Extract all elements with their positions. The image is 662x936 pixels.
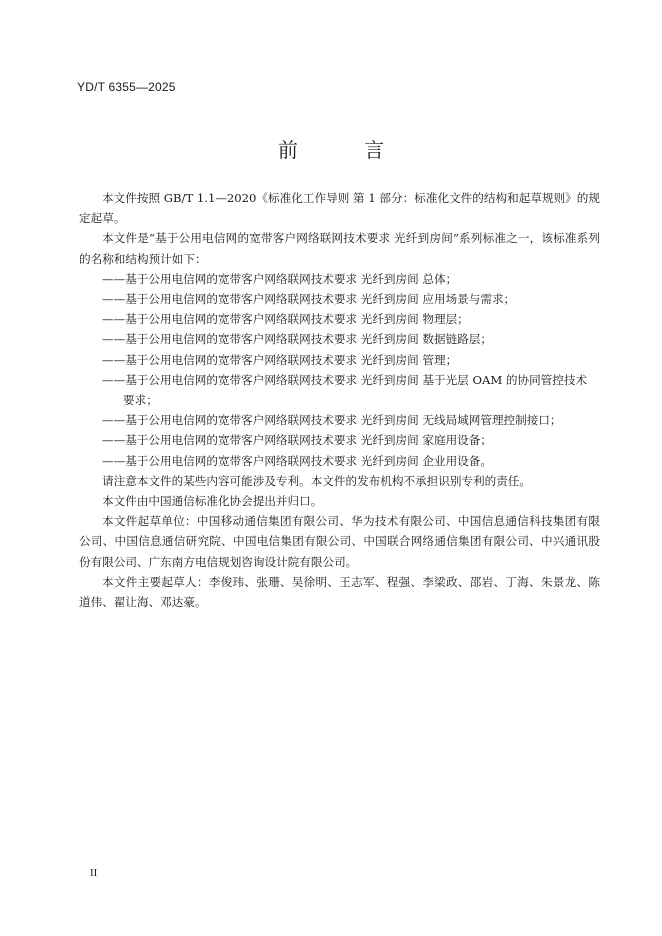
paragraph-series-intro: 本文件是“基于公用电信网的宽带客户网络联网技术要求 光纤到房间”系列标准之一，该标准系列的名称和结构预计如下：: [79, 231, 600, 266]
paragraph-proposer: 本文件由中国通信标准化协会提出并归口。: [102, 494, 323, 509]
paragraph-drafting-units: 本文件起草单位：中国移动通信集团有限公司、华为技术有限公司、中国信息通信科技集团有限公司、中国信息通信研究院、中国电信集团有限公司、中国联合网络通信集团有限公司、中兴通讯股份有限公司、广东南方电信规划咨询设计院有限公司。: [79, 514, 600, 569]
list-item: ——基于公用电信网的宽带客户网络联网技术要求 光纤到房间 家庭用设备；: [102, 433, 492, 448]
list-item: ——基于公用电信网的宽带客户网络联网技术要求 光纤到房间 总体；: [102, 271, 458, 286]
paragraph-drafters: 本文件主要起草人：李俊玮、张珊、吴徐明、王志军、程强、李梁政、邵岩、丁海、朱景龙、陈道伟、翟让海、邓达豪。: [79, 574, 600, 610]
list-item: ——基于公用电信网的宽带客户网络联网技术要求 光纤到房间 管理；: [102, 352, 458, 367]
list-item: ——基于公用电信网的宽带客户网络联网技术要求 光纤到房间 应用场景与需求；: [102, 292, 516, 307]
list-item-continuation: 要求；: [123, 393, 158, 408]
paragraph-drafting-rules: 本文件按照 GB/T 1.1—2020《标准化工作导则 第 1 部分：标准化文件的结构和起草规则》的规定起草。: [79, 191, 600, 226]
list-item: ——基于公用电信网的宽带客户网络联网技术要求 光纤到房间 企业用设备。: [102, 453, 492, 468]
paragraph-patent-notice: 请注意本文件的某些内容可能涉及专利。本文件的发布机构不承担识别专利的责任。: [102, 473, 531, 488]
list-item: ——基于公用电信网的宽带客户网络联网技术要求 光纤到房间 物理层；: [102, 312, 469, 327]
list-item: ——基于公用电信网的宽带客户网络联网技术要求 光纤到房间 基于光层 OAM 的协同管控技术: [102, 372, 588, 387]
document-code: YD/T 6355—2025: [77, 80, 176, 94]
list-item: ——基于公用电信网的宽带客户网络联网技术要求 光纤到房间 无线局域网管理控制接口；: [102, 413, 562, 428]
page-title: 前 言: [277, 138, 415, 162]
page-number: II: [90, 867, 98, 879]
document-body: [79, 188, 600, 612]
list-item: ——基于公用电信网的宽带客户网络联网技术要求 光纤到房间 数据链路层；: [102, 332, 492, 347]
